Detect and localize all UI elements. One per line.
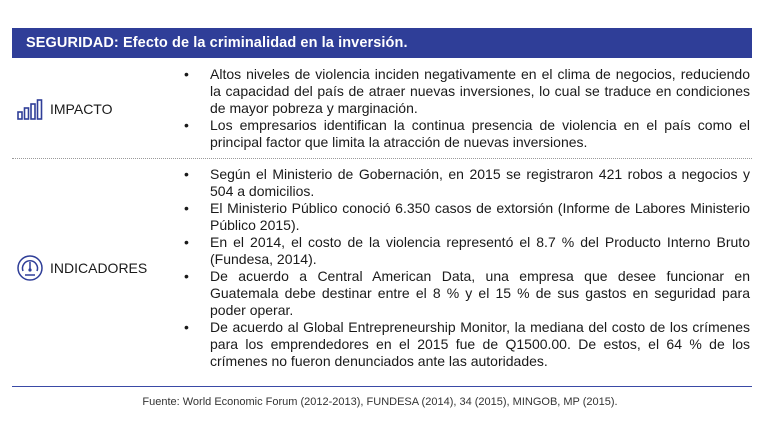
bullet-text: De acuerdo al Global Entrepreneurship Monitor, la mediana del costo de los crímenes para los emprendedores en el 2015 fue de Q1500.00. De estos, el 64 % de los crímenes no fueron denunciados ante las autoridades. [210, 319, 750, 369]
bottom-rule [12, 386, 752, 387]
bullet-text: Según el Ministerio de Gobernación, en 2015 se registraron 421 robos a negocios y 504 a domicilios. [210, 166, 750, 199]
indicadores-label [16, 254, 147, 282]
bullet-mark: • [184, 66, 189, 82]
bullet-text: De acuerdo a Central American Data, una empresa que desee funcionar en Guatemala debe destinar entre el 8 % y el 15 % de sus gastos en seguridad para poder operar. [210, 268, 750, 318]
list-item [182, 319, 750, 370]
bullet-mark: • [184, 166, 189, 182]
impacto-label [16, 98, 113, 120]
impacto-bullet-list [182, 66, 750, 151]
list-item [182, 117, 750, 151]
bar-chart-icon [16, 98, 44, 120]
list-item [182, 166, 750, 200]
bullet-mark: • [184, 200, 189, 216]
indicadores-label-text: INDICADORES [50, 260, 148, 276]
impacto-row [12, 58, 752, 158]
list-item [182, 268, 750, 319]
indicadores-row [12, 158, 752, 386]
source-citation: Fuente: World Economic Forum (2012-2013), FUNDESA (2014), 34 (2015), MINGOB, MP (2015). [142, 396, 618, 408]
bullet-text: En el 2014, el costo de la violencia representó el 8.7 % del Producto Interno Bruto (Fundesa, 2014). [210, 234, 750, 267]
bullet-mark: • [184, 319, 189, 335]
impacto-label-text: IMPACTO [50, 101, 113, 117]
gauge-icon [16, 254, 44, 282]
list-item [182, 200, 750, 234]
section-header: SEGURIDAD: Efecto de la criminalidad en la inversión. [12, 28, 752, 58]
bullet-text: Altos niveles de violencia inciden negativamente en el clima de negocios, reduciendo la capacidad del país de atraer nuevas inversiones, lo cual se traduce en condiciones de mayor pobreza y marginación. [210, 66, 750, 116]
bullet-mark: • [184, 234, 189, 250]
bullet-mark: • [184, 268, 189, 284]
list-item [182, 234, 750, 268]
bullet-text: Los empresarios identifican la continua presencia de violencia en el país como el principal factor que limita la atracción de nuevas inversiones. [210, 117, 750, 150]
bullet-mark: • [184, 117, 189, 133]
indicadores-bullet-list [182, 166, 750, 370]
list-item [182, 66, 750, 117]
bullet-text: El Ministerio Público conoció 6.350 casos de extorsión (Informe de Labores Ministerio Público 2015). [210, 200, 750, 233]
